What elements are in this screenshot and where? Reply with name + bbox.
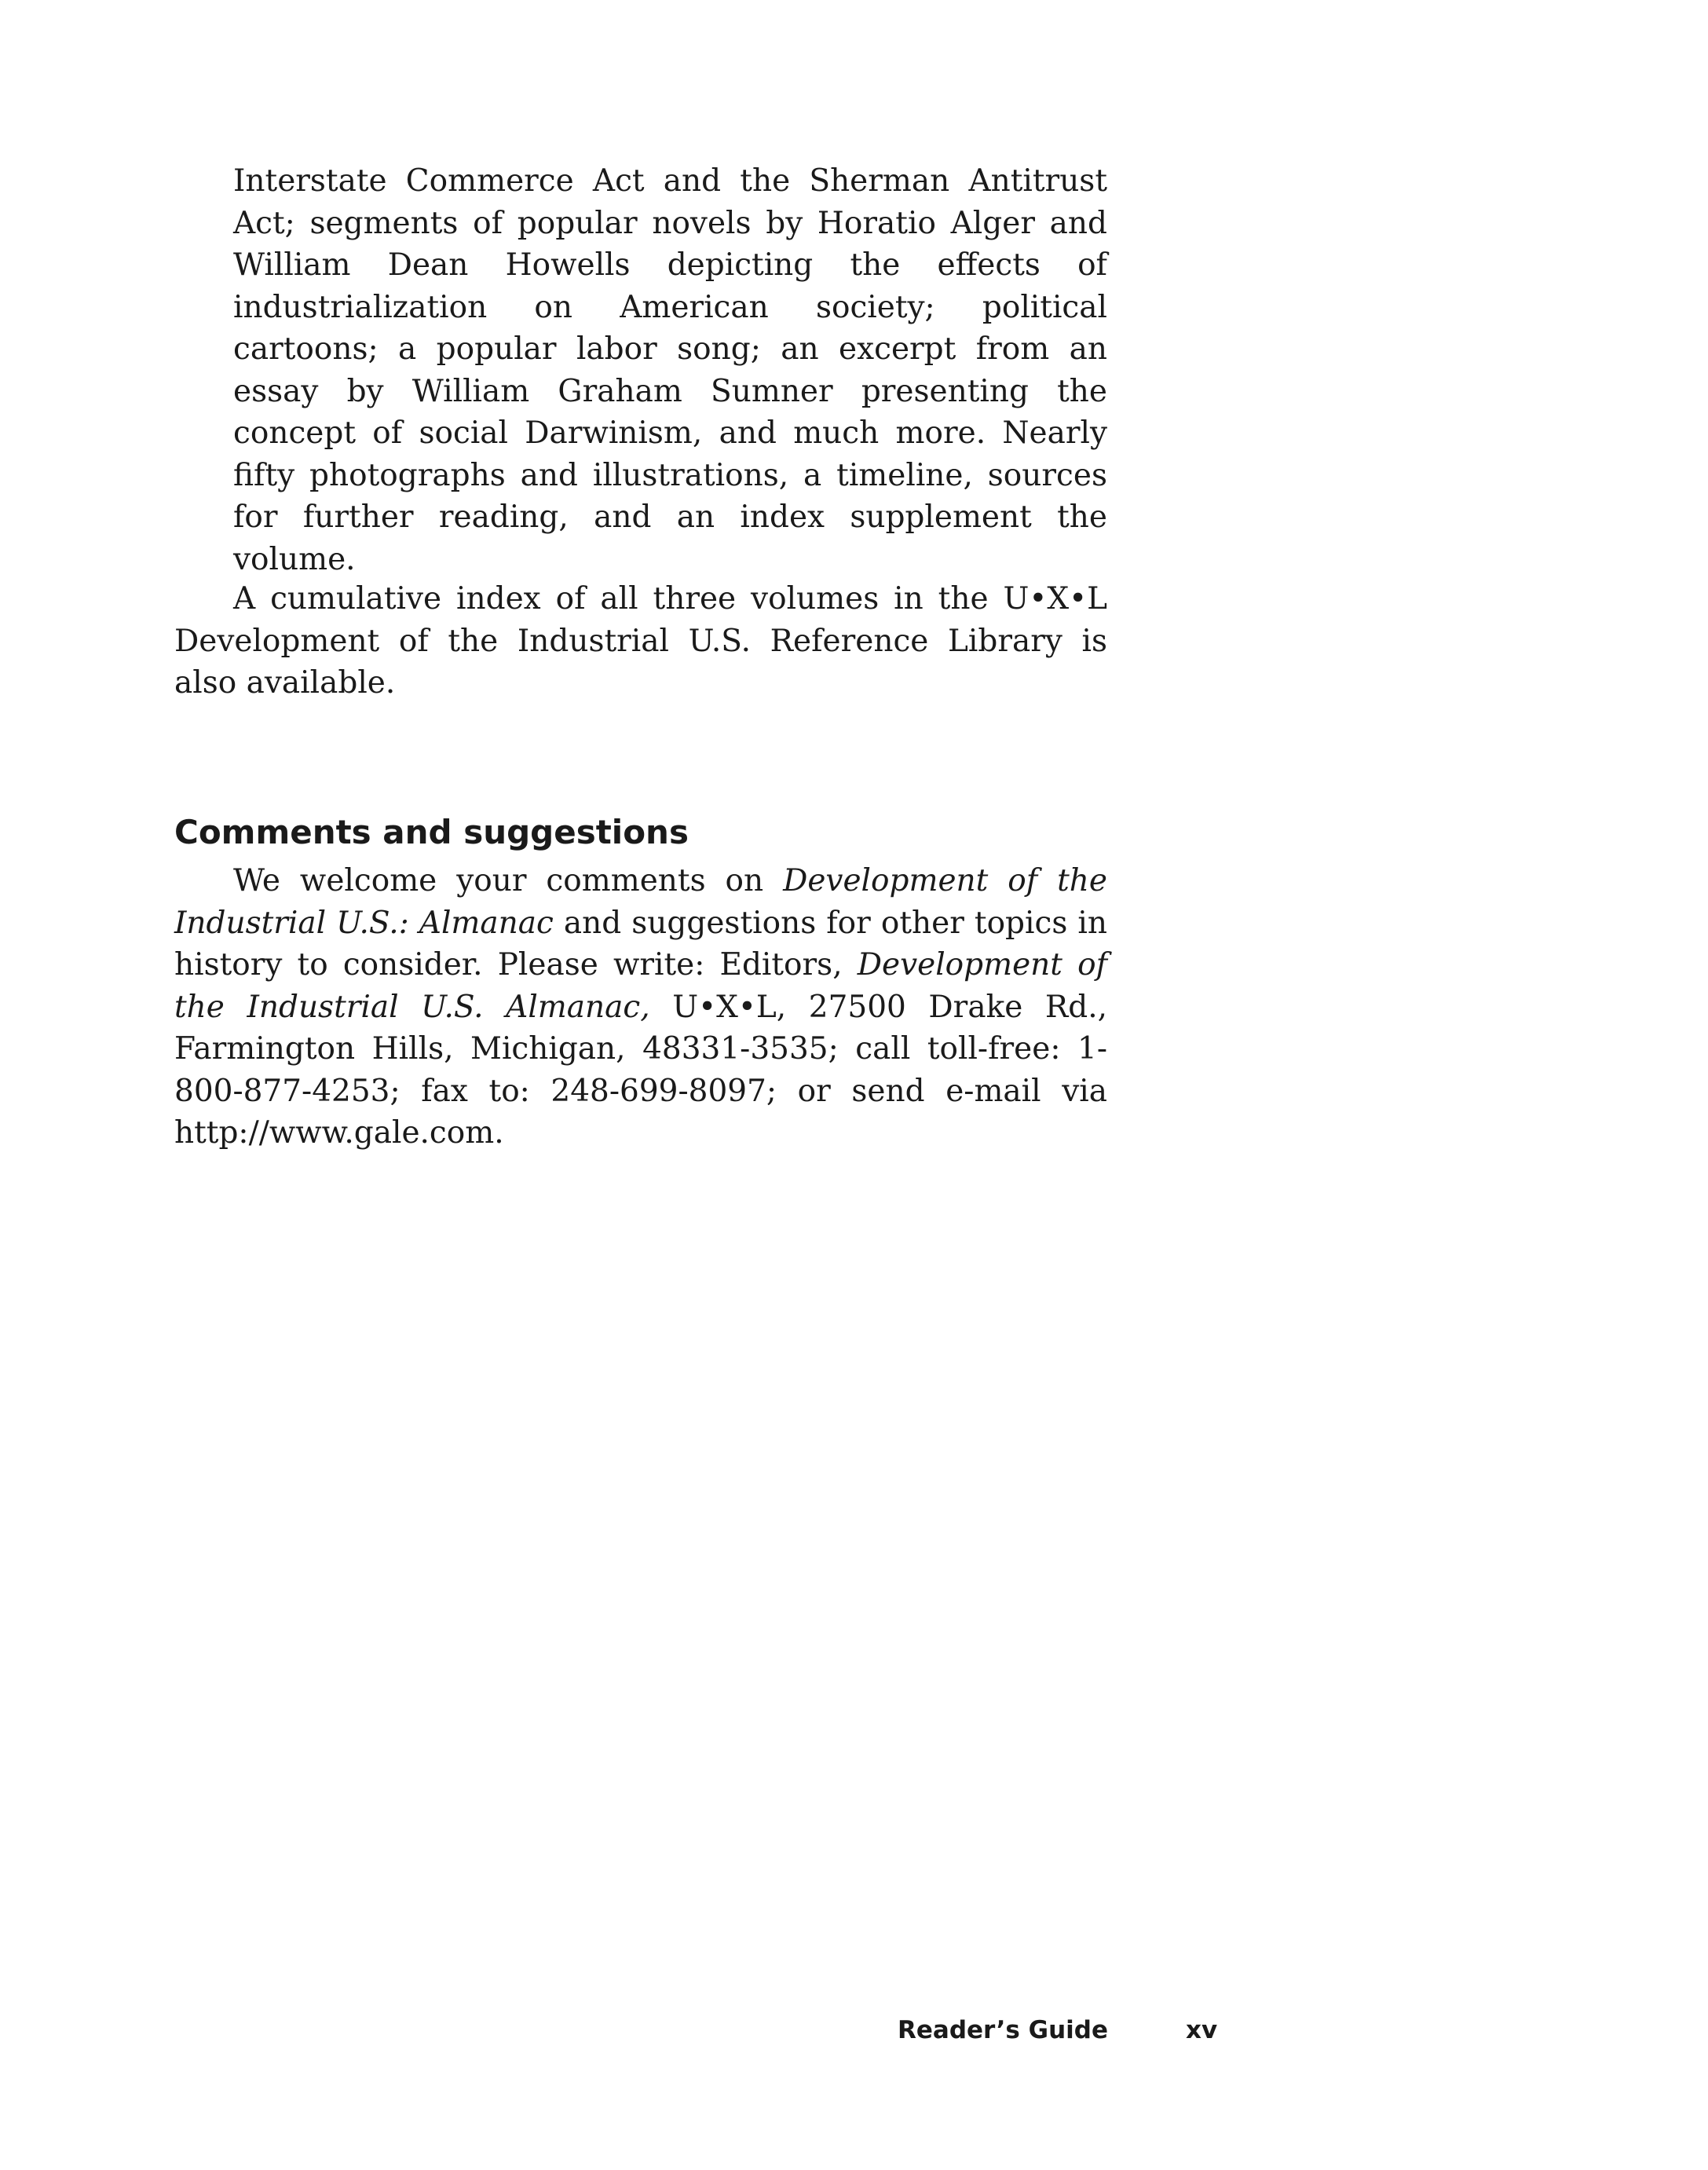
index-paragraph: A cumulative index of all three volumes in the U•X•L Development of the Industrial U.S. Reference Library is also available. (174, 581, 1107, 701)
running-footer-section: Reader’s Guide (898, 2016, 1108, 2044)
almanac-title-1: Development of the Industrial U.S.: Almanac (174, 863, 1107, 941)
comments-heading: Comments and suggestions (174, 813, 689, 851)
comments-paragraph-block (174, 860, 1107, 1155)
comments-text-1: We welcome your comments on (233, 863, 784, 898)
index-paragraph-block (174, 578, 1107, 704)
comments-text-2: and suggestions for other topics in history to consider. Please write: Editors, (174, 905, 1107, 983)
comments-text-3: U•X•L, 27500 Drake Rd., Farmington Hills, Michigan, 48331-3535; call toll-free: 1-800-877-4253; fax to: 248-699-8097; or send e-mail via http://www.gale.com. (174, 989, 1107, 1151)
continued-paragraph: Interstate Commerce Act and the Sherman Antitrust Act; segments of popular novels by Horatio Alger and William Dean Howells depicting the effects of industrialization on American society; political cartoons; a popular labor song; an excerpt from an essay by William Graham Sumner presenting the concept of social Darwinism, and much more. Nearly fifty photographs and illustrations, a timeline, sources for further reading, and an index supplement the volume. (233, 163, 1107, 577)
almanac-title-2: Development of the Industrial U.S. Almanac, (174, 947, 1108, 1025)
page-number: xv (1186, 2016, 1218, 2044)
continued-paragraph-block (233, 160, 1107, 580)
comments-paragraph (174, 860, 1107, 1155)
